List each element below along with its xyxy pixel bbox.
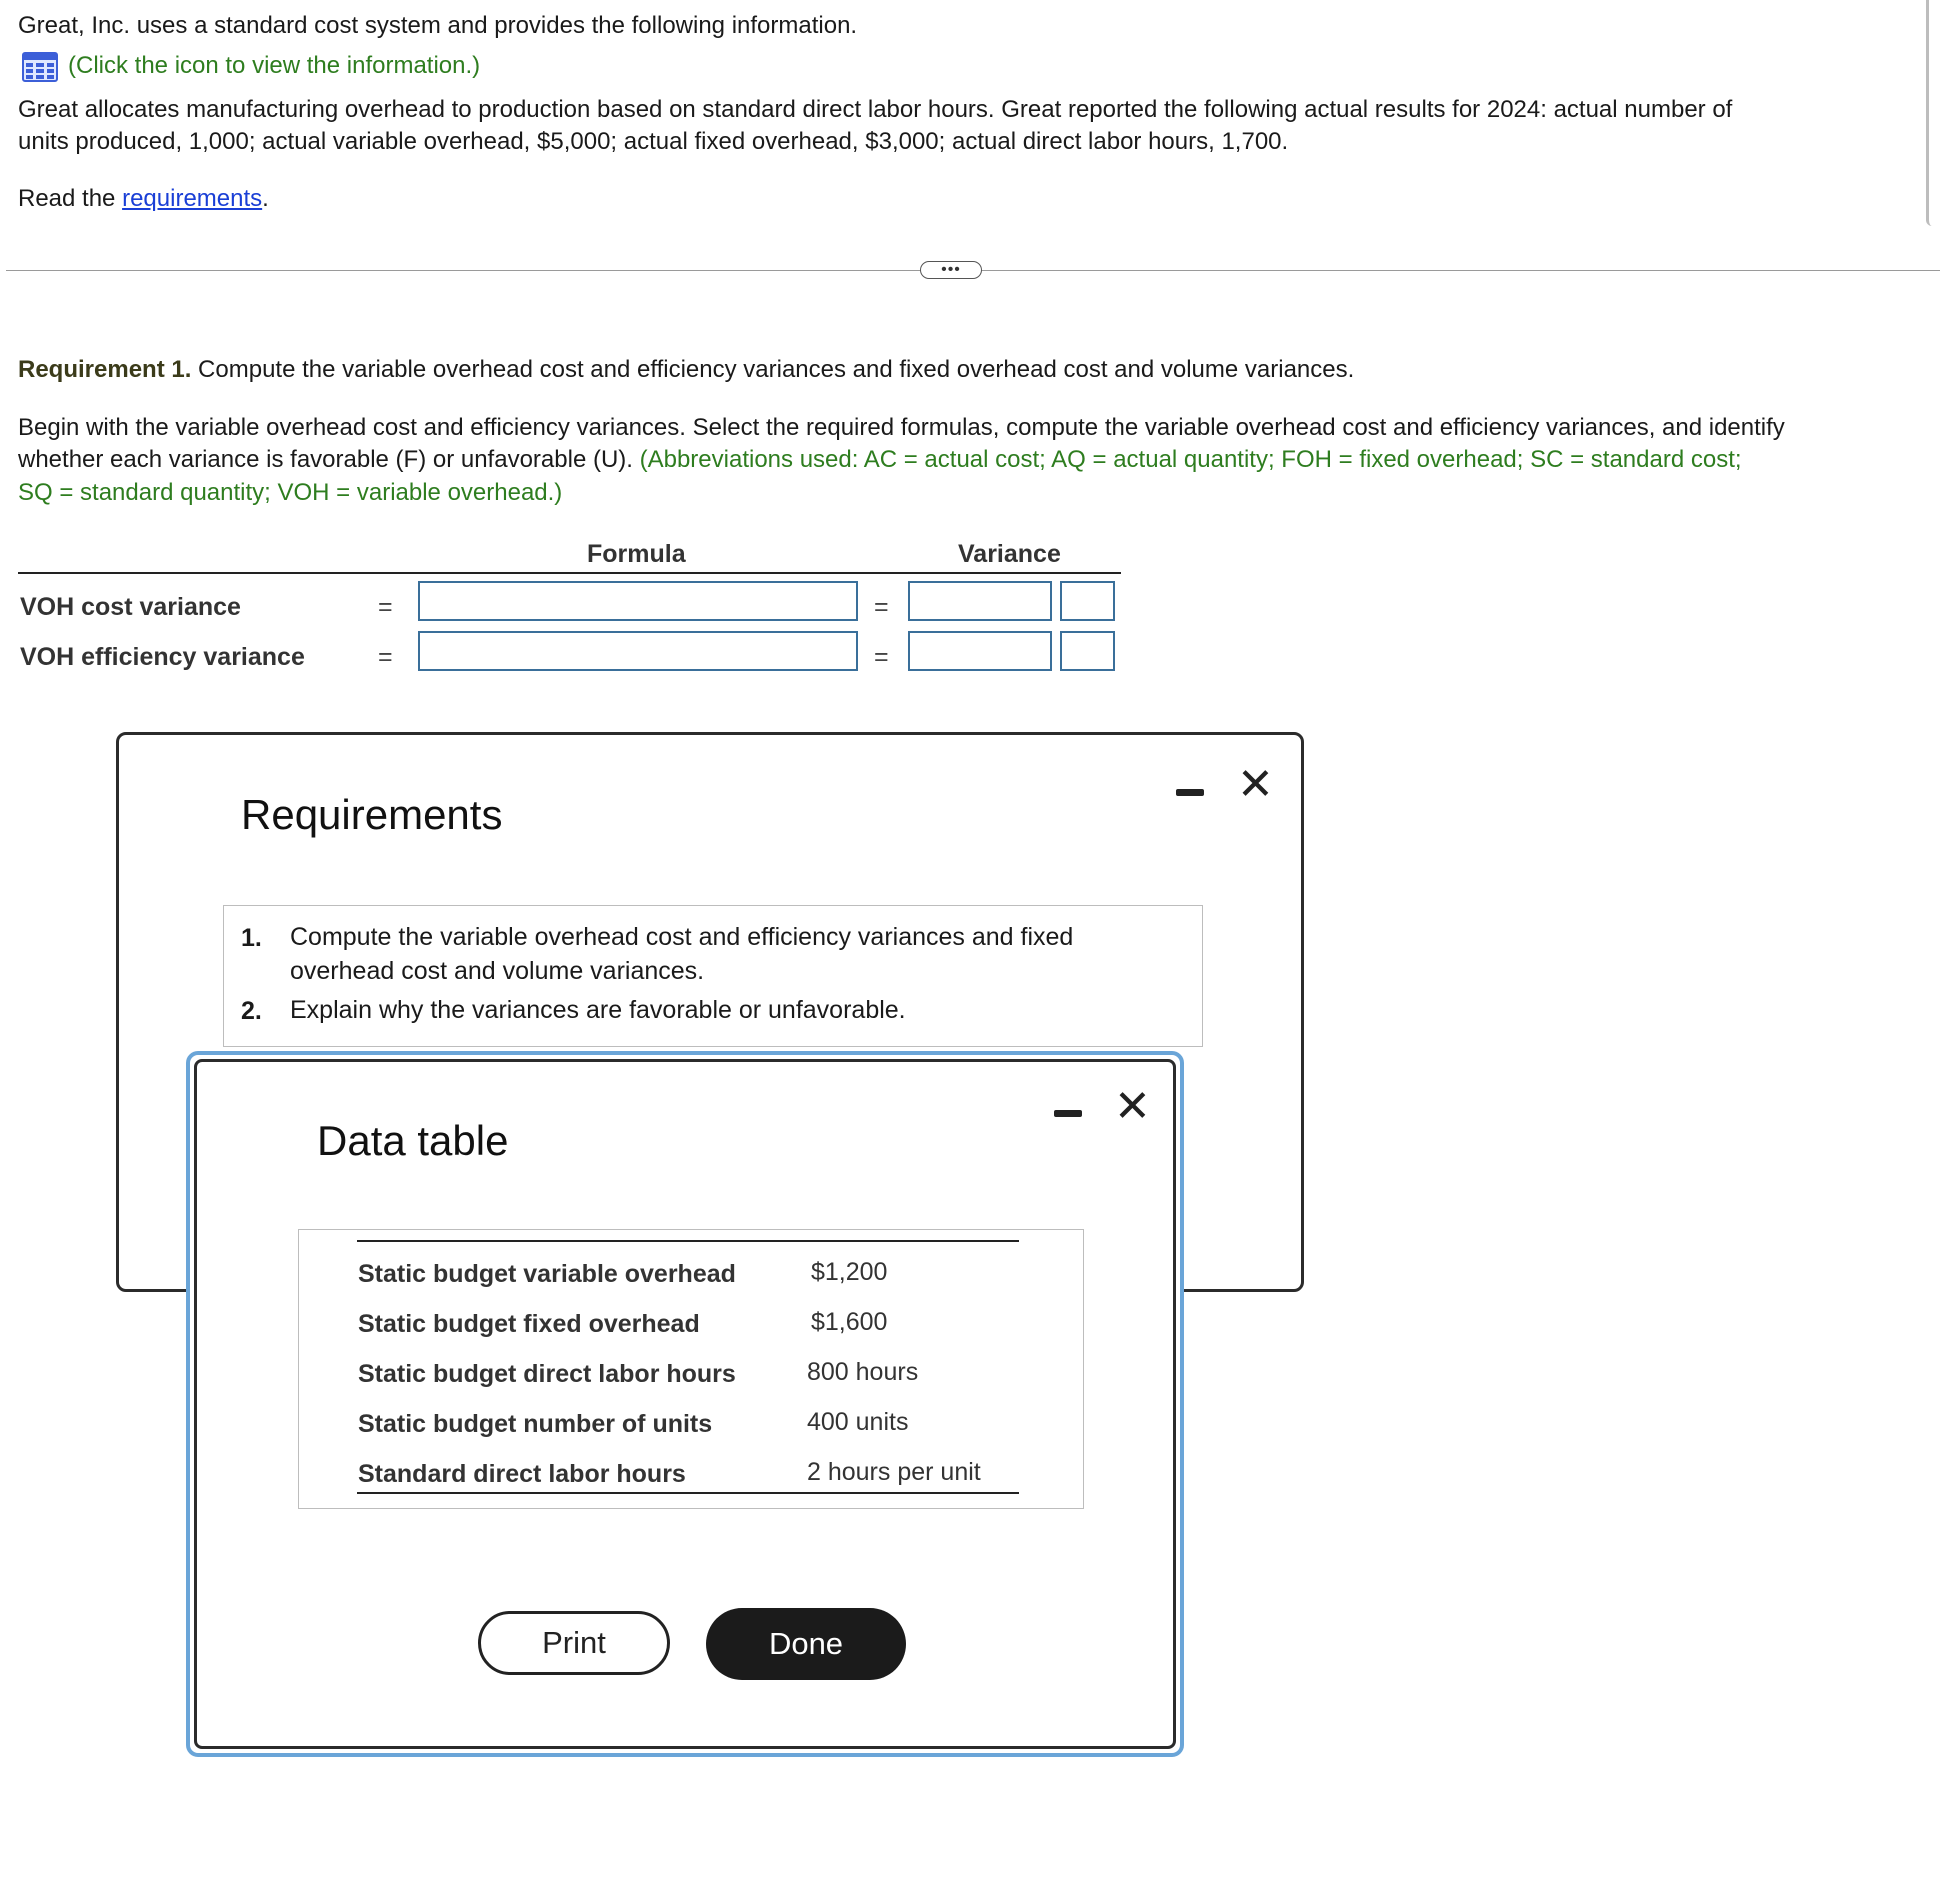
problem-paragraph-line2: units produced, 1,000; actual variable overhead, $5,000; actual fixed overhead, $3,000; actual direct labor hours, 1,700. bbox=[18, 128, 1289, 155]
data-row-value: $1,200 bbox=[811, 1258, 888, 1286]
voh-efficiency-formula-select[interactable] bbox=[418, 631, 858, 671]
done-button[interactable]: Done bbox=[706, 1608, 906, 1680]
requirement1-heading bbox=[18, 354, 1354, 386]
voh-efficiency-variance-amount-input[interactable] bbox=[908, 631, 1052, 671]
voh-cost-variance-label: VOH cost variance bbox=[20, 593, 241, 621]
more-dots-icon[interactable]: ••• bbox=[920, 261, 982, 279]
data-row-value: 2 hours per unit bbox=[807, 1458, 981, 1486]
data-row-label: Static budget number of units bbox=[358, 1410, 713, 1438]
data-row-value: $1,600 bbox=[811, 1308, 888, 1336]
data-table-window bbox=[186, 1051, 1184, 1757]
requirements-link[interactable]: requirements bbox=[122, 185, 263, 212]
abbreviations-note: (Abbreviations used: AC = actual cost; AQ = actual quantity; FOH = fixed overhead; SC = standard cost; bbox=[639, 446, 1742, 473]
data-row-value: 400 units bbox=[807, 1408, 909, 1436]
requirement-item-2: Explain why the variances are favorable or unfavorable. bbox=[290, 996, 906, 1024]
requirements-title: Requirements bbox=[241, 791, 503, 838]
problem-paragraph-line1: Great allocates manufacturing overhead to production based on standard direct labor hours. Great reported the following actual results for 2024: actual number of bbox=[18, 96, 1733, 123]
read-suffix: . bbox=[262, 185, 269, 212]
requirement1-text: Compute the variable overhead cost and efficiency variances and fixed overhead cost and volume variances. bbox=[191, 356, 1355, 383]
requirement-number: 1. bbox=[241, 924, 262, 952]
data-table bbox=[298, 1229, 1084, 1509]
close-icon[interactable]: ✕ bbox=[1237, 760, 1274, 809]
close-icon[interactable]: ✕ bbox=[1114, 1082, 1151, 1131]
table-header-rule bbox=[18, 572, 1121, 574]
equals-sign: = bbox=[378, 643, 393, 671]
voh-efficiency-variance-type-select[interactable] bbox=[1060, 631, 1115, 671]
equals-sign: = bbox=[874, 643, 889, 671]
equals-sign: = bbox=[378, 593, 393, 621]
read-prefix: Read the bbox=[18, 185, 123, 212]
requirement-item-1-line1: Compute the variable overhead cost and efficiency variances and fixed bbox=[290, 923, 1074, 951]
instruction-line1: Begin with the variable overhead cost and efficiency variances. Select the required formulas, compute the variable overhead cost and efficiency variances, and identify bbox=[18, 414, 1785, 441]
data-table-top-rule bbox=[357, 1240, 1019, 1242]
data-table-title: Data table bbox=[317, 1117, 509, 1164]
info-link[interactable]: (Click the icon to view the information.) bbox=[68, 52, 481, 79]
data-row-value: 800 hours bbox=[807, 1358, 919, 1386]
formula-header: Formula bbox=[587, 540, 686, 568]
print-button[interactable]: Print bbox=[478, 1611, 670, 1675]
requirement-item-1-line2: overhead cost and volume variances. bbox=[290, 957, 705, 985]
minimize-icon[interactable] bbox=[1176, 789, 1204, 796]
problem-intro: Great, Inc. uses a standard cost system and provides the following information. bbox=[18, 12, 858, 39]
abbreviations-note-line2: SQ = standard quantity; VOH = variable overhead.) bbox=[18, 479, 563, 506]
variance-header: Variance bbox=[958, 540, 1061, 568]
voh-cost-variance-amount-input[interactable] bbox=[908, 581, 1052, 621]
requirements-list bbox=[223, 905, 1203, 1047]
data-row-label: Static budget direct labor hours bbox=[358, 1360, 736, 1388]
minimize-icon[interactable] bbox=[1054, 1110, 1082, 1117]
requirement-number: 2. bbox=[241, 997, 262, 1025]
data-row-label: Static budget variable overhead bbox=[358, 1260, 736, 1288]
data-table-bottom-rule bbox=[357, 1492, 1019, 1494]
instruction-line2 bbox=[18, 444, 1742, 476]
voh-efficiency-variance-label: VOH efficiency variance bbox=[20, 643, 305, 671]
read-requirements bbox=[18, 183, 269, 215]
requirement1-label: Requirement 1. bbox=[18, 356, 192, 383]
table-grid-icon[interactable] bbox=[22, 52, 58, 82]
equals-sign: = bbox=[874, 593, 889, 621]
scrollbar[interactable] bbox=[1926, 0, 1940, 226]
voh-cost-variance-type-select[interactable] bbox=[1060, 581, 1115, 621]
data-row-label: Static budget fixed overhead bbox=[358, 1310, 700, 1338]
data-row-label: Standard direct labor hours bbox=[358, 1460, 686, 1488]
instruction-line2-plain: whether each variance is favorable (F) or unfavorable (U). bbox=[18, 446, 640, 473]
voh-cost-formula-select[interactable] bbox=[418, 581, 858, 621]
